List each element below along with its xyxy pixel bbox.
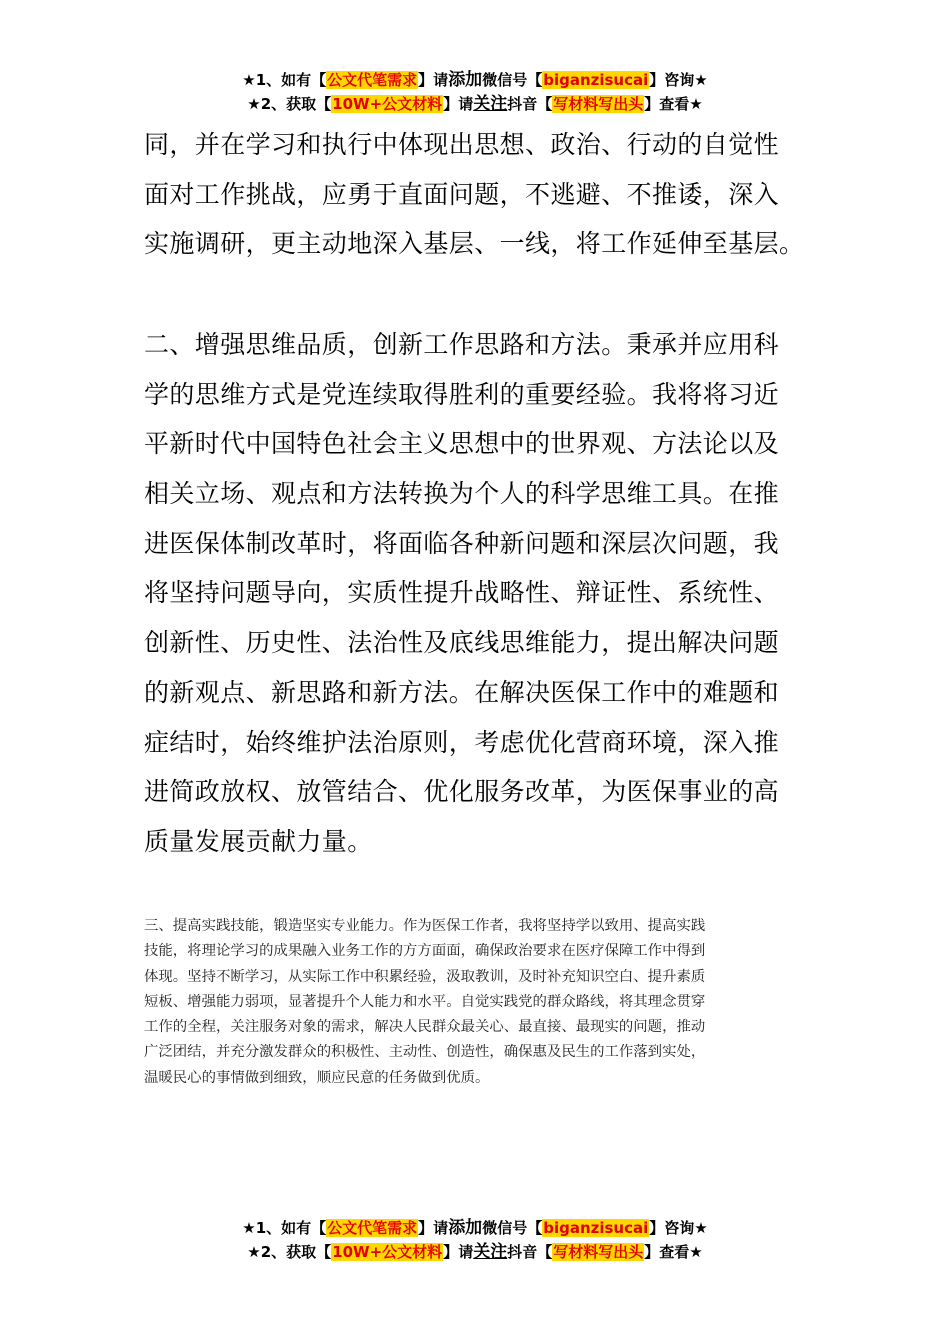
text-line: 三、提高实践技能，锻造坚实专业能力。作为医保工作者，我将坚持学以致用、提高实践 <box>144 918 706 934</box>
text-line: 实施调研，更主动地深入基层、一线，将工作延伸至基层。 <box>144 229 805 259</box>
text-line: 创新性、历史性、法治性及底线思维能力，提出解决问题 <box>144 628 780 658</box>
footer-banner-line-1: ★1、如有【公文代笔需求】请添加微信号【biganzisucai】咨询★ <box>242 1218 708 1238</box>
text-line: 症结时，始终维护法治原则，考虑优化营商环境，深入推 <box>144 727 780 757</box>
highlight-wechat-id: biganzisucai <box>543 71 649 89</box>
text-line: 质量发展贡献力量。 <box>144 826 373 856</box>
highlight-service: 公文代笔需求 <box>327 1219 418 1237</box>
text-line: 短板、增强能力弱项，显著提升个人能力和水平。自觉实践党的群众路线，将其理念贯穿 <box>144 993 706 1010</box>
text-line: 将坚持问题导向，实质性提升战略性、辩证性、系统性、 <box>144 578 780 608</box>
highlight-service: 公文代笔需求 <box>327 71 418 89</box>
paragraph-fragment <box>144 120 808 269</box>
highlight-douyin-account: 写材料写出头 <box>553 1243 644 1261</box>
highlight-materials: 10W+公文材料 <box>332 95 443 113</box>
text-line: 体现。坚持不断学习，从实际工作中积累经验，汲取教训，及时补充知识空白、提升素质 <box>144 968 706 985</box>
highlight-douyin-account: 写材料写出头 <box>553 95 644 113</box>
text-line: 面对工作挑战，应勇于直面问题，不逃避、不推诿，深入 <box>144 179 780 209</box>
footer-banner <box>0 1216 950 1264</box>
header-banner-line-1: ★1、如有【公文代笔需求】请添加微信号【biganzisucai】咨询★ <box>242 70 708 90</box>
section-three-paragraph <box>144 914 808 1091</box>
text-line: 相关立场、观点和方法转换为个人的科学思维工具。在推 <box>144 479 780 509</box>
text-line: 二、增强思维品质，创新工作思路和方法。秉承并应用科 <box>144 330 780 359</box>
text-line: 同，并在学习和执行中体现出思想、政治、行动的自觉性 <box>144 130 780 159</box>
header-banner <box>0 68 950 116</box>
text-line: 的新观点、新思路和新方法。在解决医保工作中的难题和 <box>144 677 780 707</box>
text-line: 学的思维方式是党连续取得胜利的重要经验。我将将习近 <box>144 379 780 409</box>
text-line: 广泛团结，并充分激发群众的积极性、主动性、创造性，确保惠及民生的工作落到实处， <box>144 1044 706 1061</box>
header-banner-line-2: ★2、获取【10W+公文材料】请关注抖音【写材料写出头】查看★ <box>247 94 703 114</box>
text-line: 温暖民心的事情做到细致，顺应民意的任务做到优质。 <box>144 1069 490 1086</box>
text-line: 工作的全程，关注服务对象的需求，解决人民群众最关心、最直接、最现实的问题，推动 <box>144 1019 706 1036</box>
text-line: 平新时代中国特色社会主义思想中的世界观、方法论以及 <box>144 429 780 459</box>
footer-banner-line-2: ★2、获取【10W+公文材料】请关注抖音【写材料写出头】查看★ <box>247 1242 703 1262</box>
highlight-wechat-id: biganzisucai <box>543 1219 649 1237</box>
highlight-materials: 10W+公文材料 <box>332 1243 443 1261</box>
text-line: 技能，将理论学习的成果融入业务工作的方方面面，确保政治要求在医疗保障工作中得到 <box>144 943 706 960</box>
section-two-paragraph <box>144 320 808 867</box>
text-line: 进医保体制改革时，将面临各种新问题和深层次问题，我 <box>144 528 780 558</box>
text-line: 进简政放权、放管结合、优化服务改革，为医保事业的高 <box>144 777 780 807</box>
